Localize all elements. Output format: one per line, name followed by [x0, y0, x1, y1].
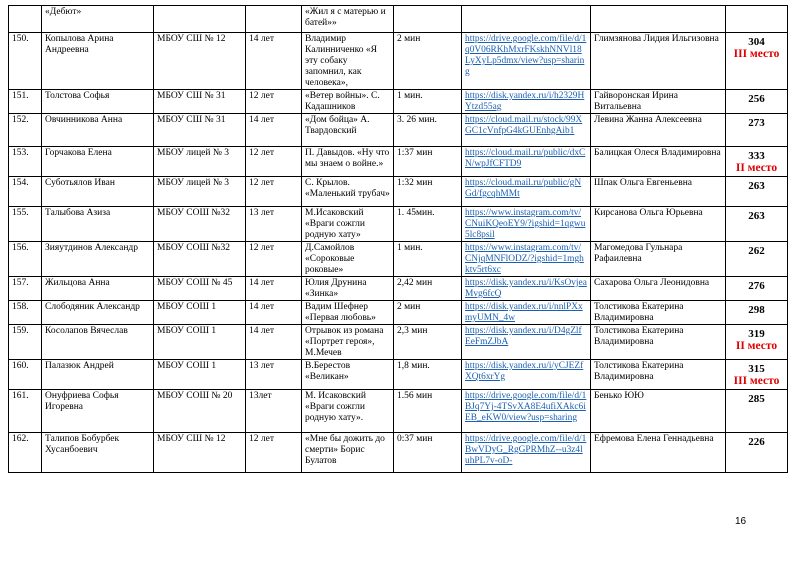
- cell-score: [726, 325, 788, 360]
- cell-number: 160.: [9, 360, 42, 390]
- video-link[interactable]: https://www.instagram.com/tv/CNjqMNFlODZ/?igshid=1mghktv5rt6xc: [465, 243, 584, 275]
- cell-score: [726, 207, 788, 242]
- score-value: 273: [748, 117, 765, 129]
- cell-score: [726, 6, 788, 33]
- cell-work: М. Исаковский «Враги сожгли родную хату».: [302, 390, 394, 433]
- cell-number: [9, 6, 42, 33]
- cell-teacher: Кирсанова Ольга Юрьевна: [591, 207, 726, 242]
- cell-school: МБОУ СОШ 1: [154, 301, 246, 325]
- cell-work: М.Исаковский «Враги сожгли родную хату»: [302, 207, 394, 242]
- video-link[interactable]: https://drive.google.com/file/d/1BJq7Yj-4TSvXA8E4ufiXAkc6iEB_eKW0/view?usp=sharing: [465, 391, 587, 423]
- cell-duration: 1. 45мин.: [394, 207, 462, 242]
- cell-duration: 1 мин.: [394, 90, 462, 114]
- cell-number: 159.: [9, 325, 42, 360]
- video-link[interactable]: https://disk.yandex.ru/i/yCJEZfXQt6xrYg: [465, 361, 584, 382]
- cell-number: 156.: [9, 242, 42, 277]
- cell-age: 14 лет: [246, 301, 302, 325]
- video-link[interactable]: https://drive.google.com/file/d/1q0V06RKhMxrFKskhNNVl18LyXyLp5dmx/view?usp=sharing: [465, 34, 587, 77]
- cell-age: 12 лет: [246, 242, 302, 277]
- cell-teacher: Толстикова Екатерина Владимировна: [591, 301, 726, 325]
- cell-teacher: Толстикова Екатерина Владимировна: [591, 325, 726, 360]
- cell-number: 151.: [9, 90, 42, 114]
- cell-link: [462, 433, 591, 473]
- score-value: 256: [748, 93, 765, 105]
- place-award: II место: [735, 340, 778, 352]
- cell-school: МБОУ СШ № 12: [154, 433, 246, 473]
- cell-age: 14 лет: [246, 33, 302, 90]
- place-award: II место: [735, 162, 778, 174]
- score-value: 226: [748, 436, 765, 448]
- cell-score: [726, 147, 788, 177]
- cell-link: [462, 114, 591, 147]
- table-row: [9, 360, 788, 390]
- cell-teacher: Сахарова Ольга Леонидовна: [591, 277, 726, 301]
- cell-link: [462, 33, 591, 90]
- cell-age: [246, 6, 302, 33]
- cell-work: «Мне бы дожить до смерти» Борис Булатов: [302, 433, 394, 473]
- cell-name: Толстова Софья: [42, 90, 154, 114]
- cell-school: МБОУ СШ № 31: [154, 114, 246, 147]
- cell-school: МБОУ лицей № 3: [154, 177, 246, 207]
- cell-teacher: Толстикова Екатерина Владимировна: [591, 360, 726, 390]
- cell-number: 161.: [9, 390, 42, 433]
- cell-duration: 2,3 мин: [394, 325, 462, 360]
- cell-name: «Дебют»: [42, 6, 154, 33]
- table-row: [9, 242, 788, 277]
- cell-school: МБОУ СОШ 1: [154, 325, 246, 360]
- cell-work: С. Крылов. «Маленький трубач»: [302, 177, 394, 207]
- cell-duration: 1:32 мин: [394, 177, 462, 207]
- cell-age: 13 лет: [246, 360, 302, 390]
- cell-teacher: Гайворонская Ирина Витальевна: [591, 90, 726, 114]
- table-row: [9, 114, 788, 147]
- cell-name: Зияутдинов Александр: [42, 242, 154, 277]
- cell-number: 162.: [9, 433, 42, 473]
- cell-link: [462, 242, 591, 277]
- cell-work: Юлия Друнина «Зинка»: [302, 277, 394, 301]
- cell-name: Копылова Арина Андреевна: [42, 33, 154, 90]
- cell-link: [462, 177, 591, 207]
- cell-teacher: Глимзянова Лидия Ильгизовна: [591, 33, 726, 90]
- cell-score: [726, 301, 788, 325]
- cell-school: МБОУ СОШ № 20: [154, 390, 246, 433]
- video-link[interactable]: https://cloud.mail.ru/public/dxCN/wpJfCFTD9: [465, 148, 586, 169]
- cell-score: [726, 277, 788, 301]
- cell-name: Слободяник Александр: [42, 301, 154, 325]
- cell-link: [462, 301, 591, 325]
- cell-number: 150.: [9, 33, 42, 90]
- video-link[interactable]: https://disk.yandex.ru/i/D4gZlfEeFmZJbA: [465, 326, 582, 347]
- cell-teacher: Бенько ЮЮ: [591, 390, 726, 433]
- cell-name: Онуфриева Софья Игоревна: [42, 390, 154, 433]
- score-value: 263: [748, 210, 765, 222]
- cell-score: [726, 114, 788, 147]
- table-row: [9, 277, 788, 301]
- cell-duration: 2 мин: [394, 33, 462, 90]
- cell-teacher: [591, 6, 726, 33]
- cell-link: [462, 90, 591, 114]
- video-link[interactable]: https://disk.yandex.ru/i/nnlPXxmyUMN_4w: [465, 302, 583, 323]
- cell-link: [462, 390, 591, 433]
- cell-link: [462, 360, 591, 390]
- video-link[interactable]: https://www.instagram.com/tv/CNuiKQeoEY9/?igshid=1qgwu5lc8psil: [465, 208, 586, 240]
- cell-link: [462, 325, 591, 360]
- cell-name: Талипов Бобурбек Хусанбоевич: [42, 433, 154, 473]
- cell-duration: 1:37 мин: [394, 147, 462, 177]
- cell-number: 158.: [9, 301, 42, 325]
- cell-teacher: Ефремова Елена Геннадьевна: [591, 433, 726, 473]
- cell-score: [726, 33, 788, 90]
- cell-duration: 1,8 мин.: [394, 360, 462, 390]
- cell-school: МБОУ лицей № 3: [154, 147, 246, 177]
- cell-school: МБОУ СОШ №32: [154, 242, 246, 277]
- cell-number: 155.: [9, 207, 42, 242]
- cell-age: 12 лет: [246, 90, 302, 114]
- cell-duration: [394, 6, 462, 33]
- cell-name: Талыбова Азиза: [42, 207, 154, 242]
- cell-age: 12 лет: [246, 177, 302, 207]
- score-value: 298: [748, 304, 765, 316]
- cell-name: Палазюк Андрей: [42, 360, 154, 390]
- cell-score: [726, 177, 788, 207]
- video-link[interactable]: https://cloud.mail.ru/public/gNGd/fgcqhMMt: [465, 178, 582, 199]
- cell-school: МБОУ СШ № 12: [154, 33, 246, 90]
- cell-age: 14 лет: [246, 277, 302, 301]
- cell-name: Овчинникова Анна: [42, 114, 154, 147]
- cell-school: [154, 6, 246, 33]
- cell-teacher: Магомедова Гульнара Рафаилевна: [591, 242, 726, 277]
- table-row: [9, 177, 788, 207]
- cell-duration: 0:37 мин: [394, 433, 462, 473]
- score-value: 263: [748, 180, 765, 192]
- cell-teacher: Шпак Ольга Евгеньевна: [591, 177, 726, 207]
- cell-number: 152.: [9, 114, 42, 147]
- cell-score: [726, 390, 788, 433]
- cell-teacher: Левина Жанна Алексеевна: [591, 114, 726, 147]
- cell-duration: 2,42 мин: [394, 277, 462, 301]
- video-link[interactable]: https://cloud.mail.ru/stock/99XGC1cVnfpG4kGUEnhgAib1: [465, 115, 583, 136]
- cell-name: Жильцова Анна: [42, 277, 154, 301]
- cell-number: 153.: [9, 147, 42, 177]
- table-row: [9, 301, 788, 325]
- cell-age: 13лет: [246, 390, 302, 433]
- table-row: [9, 147, 788, 177]
- score-value: 315: [748, 363, 765, 375]
- cell-duration: 1.56 мин: [394, 390, 462, 433]
- cell-school: МБОУ СОШ № 45: [154, 277, 246, 301]
- video-link[interactable]: https://drive.google.com/file/d/1BwVDyG_RgGPRMhZ--u3z4luhPL7v-oD-: [465, 434, 587, 466]
- cell-name: Горчакова Елена: [42, 147, 154, 177]
- score-value: 304: [748, 36, 765, 48]
- cell-score: [726, 242, 788, 277]
- cell-name: Косолапов Вячеслав: [42, 325, 154, 360]
- cell-work: В.Берестов «Великан»: [302, 360, 394, 390]
- cell-school: МБОУ СШ № 31: [154, 90, 246, 114]
- score-value: 285: [748, 393, 765, 405]
- video-link[interactable]: https://disk.yandex.ru/i/h2329HYtzd55ag: [465, 91, 585, 112]
- cell-link: [462, 6, 591, 33]
- cell-score: [726, 90, 788, 114]
- score-value: 276: [748, 280, 765, 292]
- score-value: 319: [748, 328, 765, 340]
- cell-number: 154.: [9, 177, 42, 207]
- place-award: III место: [733, 48, 780, 60]
- cell-work: Владимир Калинниченко «Я эту собаку запомнил, как человека»,: [302, 33, 394, 90]
- cell-link: [462, 147, 591, 177]
- score-value: 262: [748, 245, 765, 257]
- video-link[interactable]: https://disk.yandex.ru/i/KsOvjeaMvg6fcQ: [465, 278, 587, 299]
- cell-score: [726, 433, 788, 473]
- cell-work: «Дом бойца» А. Твардовский: [302, 114, 394, 147]
- results-table: [8, 5, 788, 473]
- cell-number: 157.: [9, 277, 42, 301]
- cell-age: 12 лет: [246, 147, 302, 177]
- cell-work: П. Давыдов. «Ну что мы знаем о войне.»: [302, 147, 394, 177]
- cell-duration: 2 мин: [394, 301, 462, 325]
- cell-link: [462, 207, 591, 242]
- score-value: 333: [748, 150, 765, 162]
- cell-age: 14 лет: [246, 325, 302, 360]
- table-row: [9, 33, 788, 90]
- cell-work: Д.Самойлов «Сороковые роковые»: [302, 242, 394, 277]
- cell-duration: 3. 26 мин.: [394, 114, 462, 147]
- cell-work: «Ветер войны». С. Кадашников: [302, 90, 394, 114]
- cell-school: МБОУ СОШ 1: [154, 360, 246, 390]
- cell-age: 13 лет: [246, 207, 302, 242]
- cell-link: [462, 277, 591, 301]
- cell-age: 14 лет: [246, 114, 302, 147]
- cell-duration: 1 мин.: [394, 242, 462, 277]
- cell-work: «Жил я с матерью и батей»»: [302, 6, 394, 33]
- cell-name: Суботьялов Иван: [42, 177, 154, 207]
- place-award: III место: [733, 375, 780, 387]
- cell-work: Вадим Шефнер «Первая любовь»: [302, 301, 394, 325]
- cell-score: [726, 360, 788, 390]
- table-row: [9, 433, 788, 473]
- table-row: [9, 90, 788, 114]
- table-row-continued: [9, 6, 788, 33]
- cell-age: 12 лет: [246, 433, 302, 473]
- cell-teacher: Балицкая Олеся Владимировна: [591, 147, 726, 177]
- table-row: [9, 325, 788, 360]
- cell-school: МБОУ СОШ №32: [154, 207, 246, 242]
- table-row: [9, 207, 788, 242]
- cell-work: Отрывок из романа «Портрет героя», М.Мечев: [302, 325, 394, 360]
- page-number: 16: [735, 516, 747, 527]
- table-row: [9, 390, 788, 433]
